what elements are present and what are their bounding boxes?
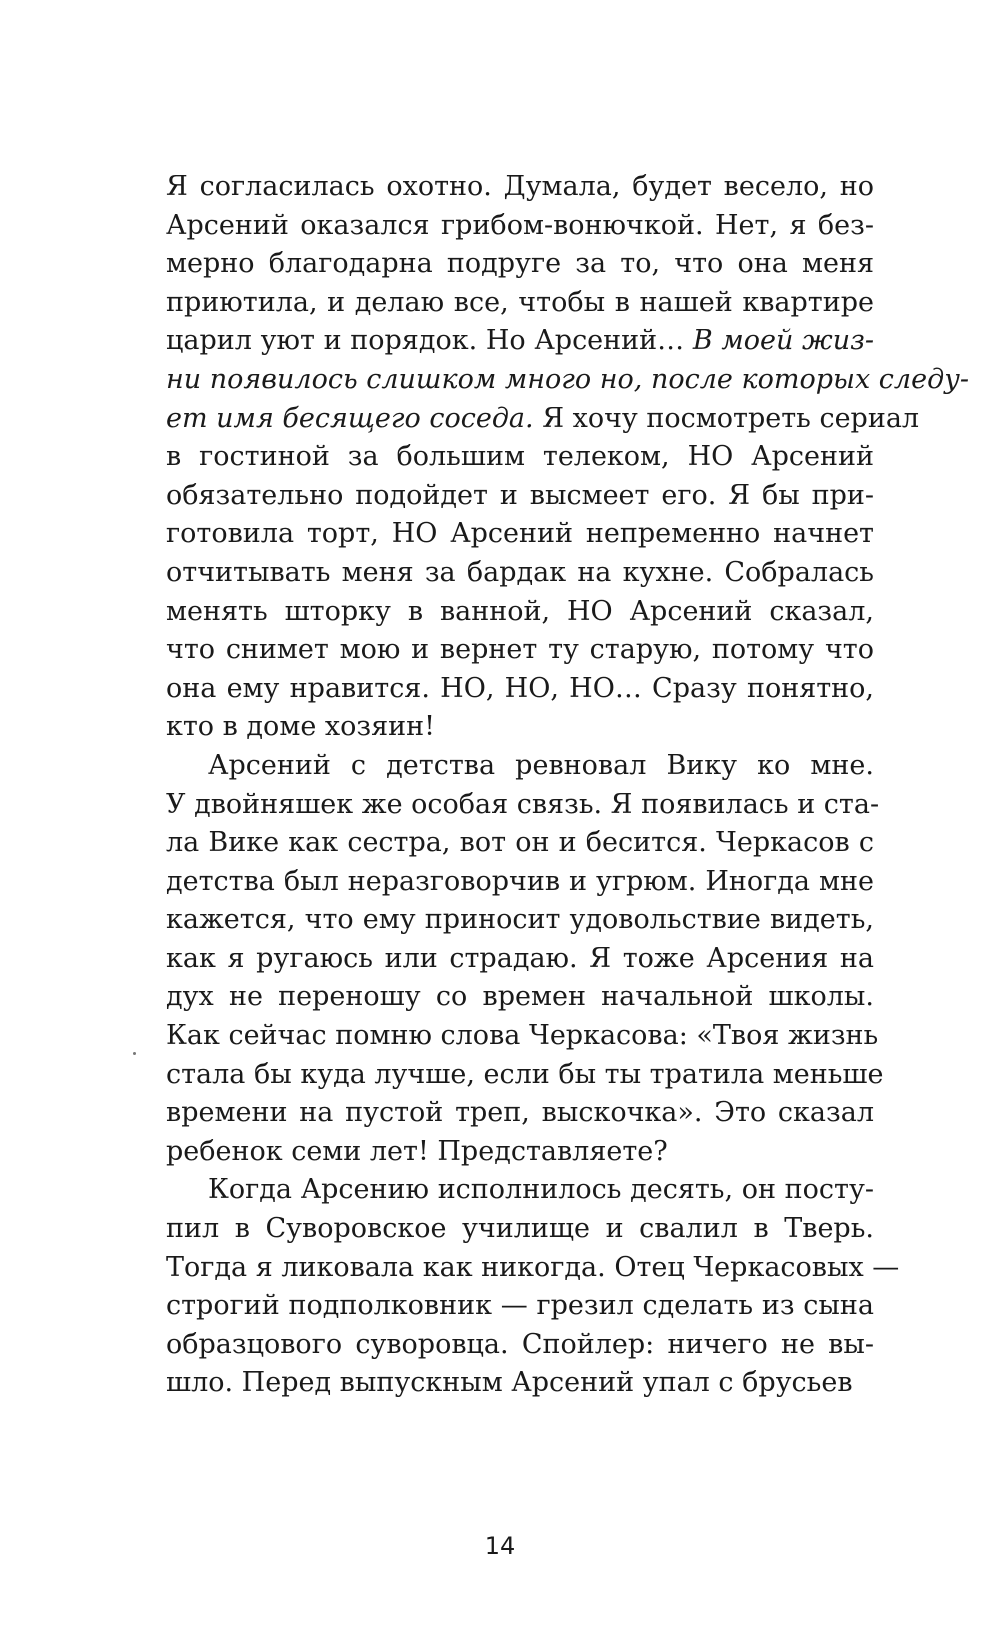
text-line: Я согласилась охотно. Думала, будет весело, но [166,171,874,202]
text-line: строгий подполковник — грезил сделать из сына [166,1290,874,1322]
text-line: менять шторку в ванной, НО Арсений сказал, [166,595,874,627]
text-line: пил в Суворовское училище и свалил в Тверь. [166,1213,874,1245]
text-line: приютила, и делаю все, чтобы в нашей квартире [166,286,874,318]
paragraph [166,747,884,1172]
text-line: что снимет мою и вернет ту старую, потому что [166,634,874,666]
paragraph [166,168,969,747]
text-line: Как сейчас помню слова Черкасова: «Твоя жизнь [166,1020,879,1052]
text-line: обязательно подойдет и высмеет его. Я бы при- [166,479,874,511]
text-line [166,322,874,361]
text-line: шло. Перед выпускным Арсений упал с брусьев [166,1367,853,1399]
text-line: она ему нравится. НО, НО, НО… Сразу понятно, [166,672,874,704]
italic-text: ет имя бесящего соседа. [166,402,534,434]
text-line: мерно благодарна подруге за то, что она меня [166,248,874,280]
text-line: ла Вике как сестра, вот он и бесится. Черкасов с [166,827,874,859]
text-line: Тогда я ликовала как никогда. Отец Черкасовых — [166,1251,900,1283]
text-line: ребенок семи лет! Представляете? [166,1135,668,1167]
text-line: отчитывать меня за бардак на кухне. Собралась [166,556,874,588]
text-line: У двойняшек же особая связь. Я появилась и ста- [166,788,880,820]
text-line [166,361,969,400]
text-line: детства был неразговорчив и угрюм. Иногда мне [166,865,874,897]
text-line: Арсений оказался грибом-вонючкой. Нет, я без- [166,209,874,241]
paragraph [166,1171,900,1403]
print-speck [133,1052,136,1055]
text-line: готовила торт, НО Арсений непременно начнет [166,518,874,550]
text-line: Арсений с детства ревновал Вику ко мне. [208,749,874,781]
page-number: 14 [484,1532,516,1560]
text-line: времени на пустой треп, выскочка». Это сказал [166,1097,874,1129]
text-line [166,400,920,439]
body-text [166,168,969,1403]
text-line: образцового суворовца. Спойлер: ничего не вы- [166,1328,874,1360]
text-line: дух не переношу со времен начальной школы. [166,981,874,1013]
text-line: стала бы куда лучше, если бы ты тратила меньше [166,1058,884,1090]
italic-text: В моей жиз- [692,325,874,357]
italic-text: ни появилось слишком много но, после которых следу- [166,363,969,395]
text-line: Когда Арсению исполнилось десять, он посту- [208,1174,874,1206]
text-segment: царил уют и порядок. Но Арсений… [166,325,693,357]
text-segment: Я хочу посмотреть сериал [533,402,920,434]
text-line: кто в доме хозяин! [166,711,435,743]
text-line: как я ругаюсь или страдаю. Я тоже Арсения на [166,942,874,974]
text-line: кажется, что ему приносит удовольствие видеть, [166,904,874,936]
text-line: в гостиной за большим телеком, НО Арсений [166,441,874,473]
